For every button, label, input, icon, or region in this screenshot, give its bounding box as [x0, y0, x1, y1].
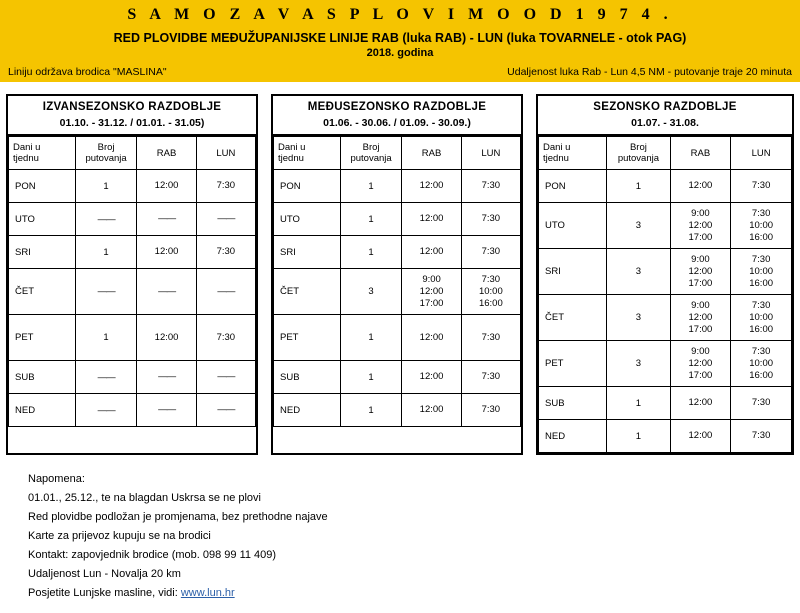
cell-day: PON	[274, 170, 341, 203]
cell-rab: ——	[137, 269, 196, 315]
cell-day: ČET	[539, 295, 607, 341]
cell-lun: 7:30	[731, 420, 792, 453]
cell-day: PET	[274, 315, 341, 361]
cell-day: PET	[539, 341, 607, 387]
cell-trips: 1	[340, 394, 402, 427]
header-trips-line1: Broj	[362, 142, 380, 153]
cell-rab: 12:00	[137, 315, 196, 361]
cell-rab: ——	[137, 394, 196, 427]
table-row	[539, 170, 792, 203]
column-header-day	[9, 137, 76, 170]
table-row	[9, 203, 256, 236]
cell-lun: 7:30	[196, 315, 255, 361]
subbanner	[0, 29, 800, 63]
cell-rab: ——	[137, 361, 196, 394]
header-day-line1: Dani u	[13, 142, 41, 153]
cell-day: SRI	[9, 236, 76, 269]
column-header-trips	[607, 137, 670, 170]
cell-rab: 12:00	[137, 170, 196, 203]
cell-day: UTO	[9, 203, 76, 236]
cell-rab: 12:00	[670, 420, 731, 453]
column-header-lun: LUN	[731, 137, 792, 170]
panel-high-season	[536, 94, 794, 455]
cell-trips: 3	[340, 269, 402, 315]
cell-trips: 3	[607, 249, 670, 295]
schedule-table	[538, 136, 792, 453]
table-row	[539, 295, 792, 341]
header-day-line1: Dani u	[543, 142, 571, 153]
cell-lun: ——	[196, 203, 255, 236]
panel-period: 01.10. - 31.12. / 01.01. - 31.05)	[59, 117, 205, 129]
header-trips-line2: putovanja	[85, 153, 127, 164]
panel-title: IZVANSEZONSKO RAZDOBLJE	[42, 101, 222, 113]
panel-period: 01.06. - 30.06. / 01.09. - 30.09.)	[323, 117, 471, 129]
cell-rab: 12:00	[137, 236, 196, 269]
panel-mid-season	[271, 94, 523, 455]
cell-day: SUB	[539, 387, 607, 420]
note-line: Karte za prijevoz kupuju se na brodici	[28, 530, 211, 542]
year-label: 2018. godina	[366, 47, 434, 59]
operator-info: Liniju održava brodica "MASLINA"	[8, 66, 167, 78]
cell-lun: ——	[196, 361, 255, 394]
table-row	[539, 420, 792, 453]
header-trips-line2: putovanja	[617, 153, 660, 164]
header-trips-line1: Broj	[97, 142, 115, 153]
cell-trips: 1	[340, 236, 402, 269]
route-title: RED PLOVIDBE MEĐUŽUPANIJSKE LINIJE RAB (luka RAB) - LUN (luka TOVARNELE - otok PAG)	[113, 31, 687, 45]
cell-lun: 7:30 10:00 16:00	[731, 295, 792, 341]
note-line: Red plovidbe podložan je promjenama, bez prethodne najave	[28, 511, 328, 523]
table-row	[274, 203, 521, 236]
cell-lun: 7:30	[196, 236, 255, 269]
cell-lun: 7:30	[461, 394, 520, 427]
header-day-line2: tjednu	[543, 153, 569, 164]
banner	[0, 0, 800, 29]
cell-day: SUB	[9, 361, 76, 394]
cell-trips: ——	[75, 269, 137, 315]
schedule-table	[273, 136, 521, 427]
cell-rab: 9:00 12:00 17:00	[670, 203, 731, 249]
cell-rab: 12:00	[670, 387, 731, 420]
note-line-with-link	[28, 584, 328, 603]
cell-rab: 12:00	[402, 315, 461, 361]
column-header-rab: RAB	[137, 137, 196, 170]
table-row	[274, 170, 521, 203]
table-row	[274, 269, 521, 315]
cell-day: UTO	[274, 203, 341, 236]
cell-trips: ——	[75, 203, 137, 236]
cell-rab: 12:00	[402, 203, 461, 236]
cell-trips: 1	[607, 387, 670, 420]
table-row	[274, 394, 521, 427]
cell-rab: 9:00 12:00 17:00	[670, 341, 731, 387]
cell-trips: 1	[340, 203, 402, 236]
cell-rab: 9:00 12:00 17:00	[670, 249, 731, 295]
cell-day: PON	[539, 170, 607, 203]
distance-info: Udaljenost luka Rab - Lun 4,5 NM - putovanje traje 20 minuta	[507, 66, 792, 78]
column-header-day	[274, 137, 341, 170]
cell-day: PON	[9, 170, 76, 203]
cell-lun: 7:30	[461, 170, 520, 203]
cell-day: PET	[9, 315, 76, 361]
cell-rab: 12:00	[402, 394, 461, 427]
panel-header	[273, 96, 521, 136]
cell-lun: 7:30	[731, 387, 792, 420]
table-row	[9, 394, 256, 427]
table-row	[9, 315, 256, 361]
cell-day: SRI	[274, 236, 341, 269]
cell-lun: 7:30	[731, 170, 792, 203]
cell-rab: 12:00	[402, 361, 461, 394]
cell-trips: 1	[75, 315, 137, 361]
cell-rab: 12:00	[670, 170, 731, 203]
schedule-tables	[0, 84, 800, 455]
info-row	[0, 63, 800, 84]
schedule-table	[8, 136, 256, 427]
note-line: Udaljenost Lun - Novalja 20 km	[28, 568, 181, 580]
column-header-rab: RAB	[670, 137, 731, 170]
cell-lun: 7:30 10:00 16:00	[731, 203, 792, 249]
cell-trips: 3	[607, 203, 670, 249]
header-day-line2: tjednu	[278, 153, 304, 164]
cell-rab: ——	[137, 203, 196, 236]
header-day-line1: Dani u	[278, 142, 306, 153]
cell-trips: 3	[607, 341, 670, 387]
cell-rab: 9:00 12:00 17:00	[670, 295, 731, 341]
cell-rab: 12:00	[402, 236, 461, 269]
cell-lun: 7:30 10:00 16:00	[731, 341, 792, 387]
table-row	[274, 315, 521, 361]
panel-title: MEĐUSEZONSKO RAZDOBLJE	[307, 101, 487, 113]
note-line: Kontakt: zapovjednik brodice (mob. 098 99 11 409)	[28, 549, 277, 561]
cell-trips: 1	[340, 361, 402, 394]
cell-trips: 1	[607, 170, 670, 203]
column-header-lun: LUN	[196, 137, 255, 170]
panel-header	[8, 96, 256, 136]
panel-off-season	[6, 94, 258, 455]
cell-lun: 7:30	[461, 203, 520, 236]
cell-trips: ——	[75, 361, 137, 394]
table-row	[9, 269, 256, 315]
table-row	[539, 387, 792, 420]
table-row	[539, 341, 792, 387]
panel-title: SEZONSKO RAZDOBLJE	[593, 101, 737, 113]
cell-rab: 9:00 12:00 17:00	[402, 269, 461, 315]
column-header-day	[539, 137, 607, 170]
cell-day: NED	[9, 394, 76, 427]
column-header-trips	[75, 137, 137, 170]
website-link[interactable]: www.lun.hr	[180, 587, 235, 599]
cell-lun: 7:30 10:00 16:00	[461, 269, 520, 315]
note-link-text: Posjetite Lunjske masline, vidi:	[28, 587, 178, 599]
cell-trips: 1	[607, 420, 670, 453]
header-day-line2: tjednu	[13, 153, 39, 164]
table-row	[9, 170, 256, 203]
table-row	[274, 361, 521, 394]
cell-day: ČET	[274, 269, 341, 315]
cell-day: NED	[539, 420, 607, 453]
cell-lun: 7:30	[461, 236, 520, 269]
cell-lun: ——	[196, 394, 255, 427]
cell-trips: 1	[75, 170, 137, 203]
note-line: 01.01., 25.12., te na blagdan Uskrsa se ne plovi	[28, 492, 261, 504]
cell-trips: 3	[607, 295, 670, 341]
table-row	[539, 249, 792, 295]
header-trips-line1: Broj	[629, 142, 647, 153]
header-trips-line2: putovanja	[350, 153, 392, 164]
cell-trips: ——	[75, 394, 137, 427]
panel-period: 01.07. - 31.08.	[631, 117, 699, 129]
cell-lun: 7:30 10:00 16:00	[731, 249, 792, 295]
banner-title: S A M O Z A V A S P L O V I M O O D 1 9 7 4 .	[127, 6, 673, 23]
notes-title: Napomena:	[28, 473, 85, 485]
column-header-trips	[340, 137, 402, 170]
cell-day: UTO	[539, 203, 607, 249]
cell-day: SRI	[539, 249, 607, 295]
cell-day: ČET	[9, 269, 76, 315]
cell-trips: 1	[340, 315, 402, 361]
column-header-rab: RAB	[402, 137, 461, 170]
table-row	[539, 203, 792, 249]
cell-lun: 7:30	[196, 170, 255, 203]
cell-day: NED	[274, 394, 341, 427]
cell-trips: 1	[340, 170, 402, 203]
table-row	[9, 236, 256, 269]
cell-lun: ——	[196, 269, 255, 315]
cell-day: SUB	[274, 361, 341, 394]
cell-trips: 1	[75, 236, 137, 269]
notes-section	[28, 470, 328, 603]
table-row	[274, 236, 521, 269]
cell-lun: 7:30	[461, 315, 520, 361]
table-row	[9, 361, 256, 394]
panel-header	[538, 96, 792, 136]
column-header-lun: LUN	[461, 137, 520, 170]
cell-rab: 12:00	[402, 170, 461, 203]
cell-lun: 7:30	[461, 361, 520, 394]
